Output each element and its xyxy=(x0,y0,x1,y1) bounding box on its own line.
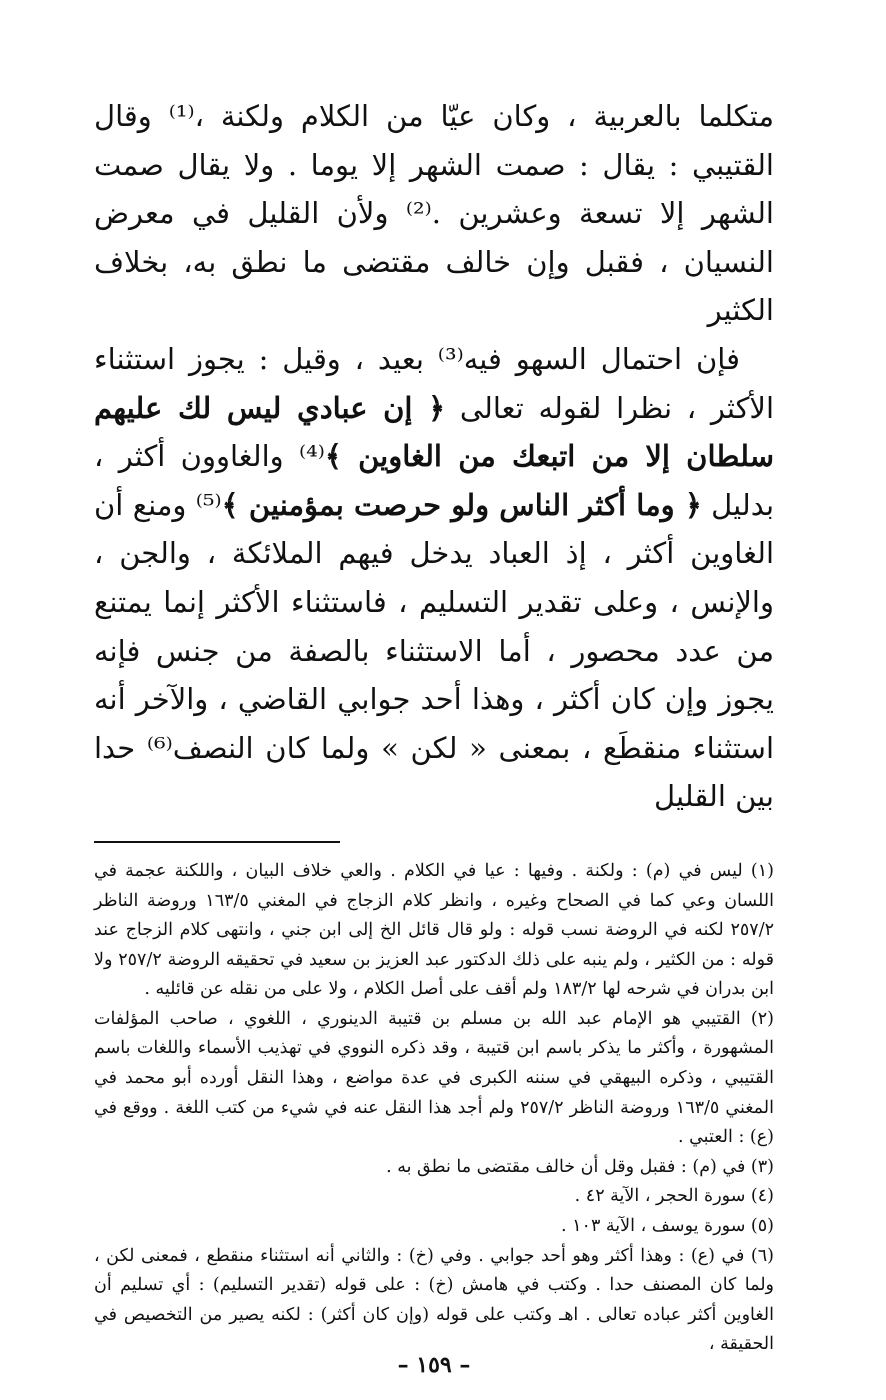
main-text xyxy=(94,92,774,821)
footnote-5: (٥) سورة يوسف ، الآية ١٠٣ . xyxy=(561,1216,774,1237)
paragraph-1: متكلما بالعربية ، وكان عيّا من الكلام ولكنة ،⁽¹⁾ وقال القتيبي : يقال : صمت الشهر إلا يوما . ولا يقال صمت الشهر إلا تسعة وعشرين .⁽²⁾ ولأن القليل في معرض النسيان ، فقبل وإن خالف مقتضى ما نطق به، بخلاف الكثير xyxy=(94,99,774,328)
paragraph-2-text-a: فإن احتمال السهو فيه⁽³⁾ بعيد ، وقيل : يجوز استثناء الأكثر ، نظرا لقوله تعالى xyxy=(94,341,775,425)
quran-verse-1: ﴿ إن عبادي ليس لك عليهم سلطان إلا من اتبعك من الغاوين ﴾ xyxy=(94,390,774,474)
paragraph-2-text-c: ⁽⁵⁾ ومنع أن الغاوين أكثر ، إذ العباد يدخل فيهم الملائكة ، والجن ، والإنس ، وعلى تقدير التسليم ، فاستثناء الأكثر إنما يمتنع من عدد محصور ، أما الاستثناء بالصفة من جنس فإنه يجوز وإن كان أكثر ، وهذا أحد جوابي القاضي ، والآخر أنه استثناء منقطَع ، بمعنى « لكن » ولما كان النصف⁽⁶⁾ حدا بين القليل xyxy=(94,487,775,814)
footnote-divider xyxy=(94,841,340,843)
footnote-4: (٤) سورة الحجر ، الآية ٤٢ . xyxy=(574,1186,774,1207)
quran-verse-2: ﴿ وما أكثر الناس ولو حرصت بمؤمنين ﴾ xyxy=(221,487,702,522)
footnote-2: (٢) القتيبي هو الإمام عبد الله بن مسلم بن قتيبة الدينوري ، اللغوي ، صاحب المؤلفات المشهورة ، وأكثر ما يذكر باسم ابن قتيبة ، وقد ذكره النووي في تهذيب الأسماء واللغات باسم القتيبي ، وذكره البيهقي في سننه الكبرى في عدة مواضع ، وهذا النقل أورده أبو محمد في المغني ١٦٣/٥ وروضة الناظر ٢٥٧/٢ ولم أجد هذا النقل عنه في شيء من كتب اللغة . ووقع في (ع) : العتبي . xyxy=(94,1008,774,1148)
footnote-1: (١) ليس في (م) : ولكنة . وفيها : عيا في الكلام . والعي خلاف البيان ، واللكنة عجمة في اللسان وعي كما في الصحاح وغيره ، وانظر كلام الزجاج في المغني ١٦٣/٥ وروضة الناظر ٢٥٧/٢ لكنه في الروضة نسب قوله : ولو قال قائل الخ إلى ابن جني ، وانتهى كلام الزجاج عند قوله : من الكثير ، ولم ينبه على ذلك الدكتور عبد العزيز بن سعيد في تحقيقه الروضة ٢٥٧/٢ ولا ابن بدران في شرحه لها ١٨٣/٢ ولم أقف على أصل الكلام ، ولا على من نقله عن قائليه . xyxy=(94,860,774,1000)
page-number: – ١٥٩ – xyxy=(397,1352,471,1378)
document-page xyxy=(94,92,774,1392)
paragraph-2-text-b: ⁽⁴⁾ والغاوون أكثر ، بدليل xyxy=(94,439,775,522)
footnote-6: (٦) في (ع) : وهذا أكثر وهو أحد جوابي . وفي (خ) : والثاني أنه استثناء منقطع ، فمعنى لكن ، ولما كان المصنف حدا . وكتب في هامش (خ) : على قوله (تقدير التسليم) : أي تسليم أن الغاوين أكثر عباده تعالى . اهـ وكتب على قوله (وإن كان أكثر) : لكنه يصير من التخصيص في الحقيقة ، xyxy=(94,1245,774,1355)
footnotes xyxy=(94,857,774,1360)
paragraph-2 xyxy=(94,335,774,821)
footnote-3: (٣) في (م) : فقبل وقل أن خالف مقتضى ما نطق به . xyxy=(386,1156,774,1177)
